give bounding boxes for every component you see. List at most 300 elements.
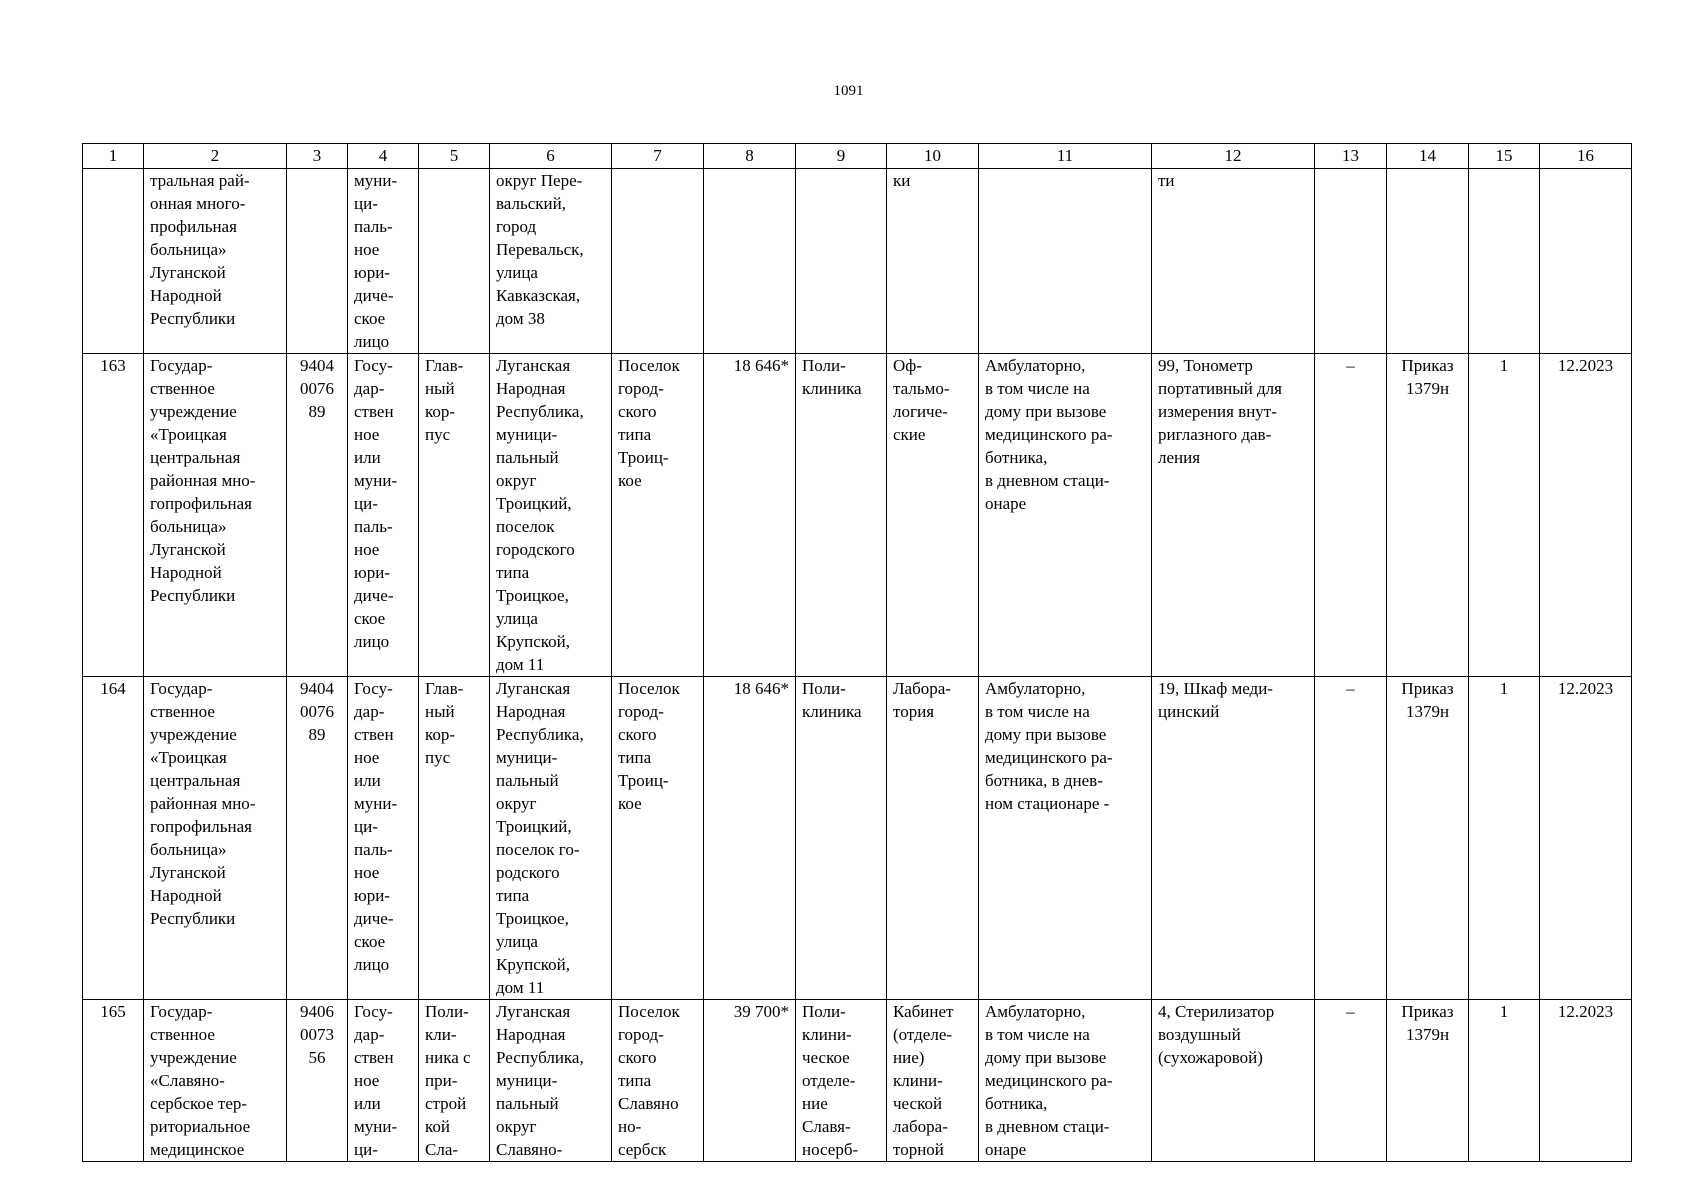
cell-line: Амбулаторно, xyxy=(985,356,1086,375)
cell-line: Госу- xyxy=(354,356,393,375)
cell-line: Народной xyxy=(150,563,222,582)
cell-line: «Троицкая xyxy=(150,748,227,767)
department-cell xyxy=(796,169,887,354)
cell-line: Крупской, xyxy=(496,955,571,974)
column-number: 11 xyxy=(979,144,1152,169)
cell-line: учреждение xyxy=(150,402,237,421)
cell-line: округ xyxy=(496,1117,537,1136)
population-cell xyxy=(704,169,796,354)
cell-line: пус xyxy=(425,748,451,767)
cell-line: «Славяно- xyxy=(150,1071,225,1090)
cell-line: Государ- xyxy=(150,679,213,698)
cell-line: ное xyxy=(354,240,380,259)
unit-cell xyxy=(887,1000,979,1162)
cell-line: ное xyxy=(354,748,380,767)
cell-line: Республики xyxy=(150,586,236,605)
cell-line: в том числе на xyxy=(985,379,1090,398)
settlement-type-cell xyxy=(612,1000,704,1162)
cell-line: тальмо- xyxy=(893,379,950,398)
cell-line: Республика, xyxy=(496,1048,584,1067)
cell-line: ческой xyxy=(893,1094,943,1113)
cell-line: Луганская xyxy=(496,1002,571,1021)
registry-table xyxy=(82,143,1632,1162)
cell-line: 4, Стерилизатор xyxy=(1158,1002,1275,1021)
cell-line: дому при вызове xyxy=(985,1048,1107,1067)
cell-line: дар- xyxy=(354,379,385,398)
cell-line: ный xyxy=(425,379,455,398)
cell-line: (отделе- xyxy=(893,1025,953,1044)
row-number-cell xyxy=(83,1000,144,1162)
cell-line: Поселок xyxy=(618,679,680,698)
cell-line: паль- xyxy=(354,217,393,236)
cell-line: ки xyxy=(893,171,911,190)
cell-line: гопрофильная xyxy=(150,494,252,513)
cell-line: ботника, xyxy=(985,1094,1048,1113)
date-cell xyxy=(1540,677,1632,1000)
care-conditions-cell xyxy=(979,169,1152,354)
order-cell xyxy=(1387,677,1469,1000)
column-number: 9 xyxy=(796,144,887,169)
cell-line: риглазного дав- xyxy=(1158,425,1272,444)
column-number: 7 xyxy=(612,144,704,169)
cell-line: Глав- xyxy=(425,356,464,375)
cell-line: Приказ xyxy=(1401,1002,1454,1021)
cell-line: ствен xyxy=(354,725,394,744)
cell-line: больница» xyxy=(150,240,227,259)
equipment-cell xyxy=(1152,1000,1315,1162)
unit-cell xyxy=(887,169,979,354)
cell-line: ное xyxy=(354,1071,380,1090)
column-number: 3 xyxy=(287,144,348,169)
cell-line: ского xyxy=(618,402,657,421)
cell-line: ти xyxy=(1158,171,1175,190)
organization-name-cell xyxy=(144,169,287,354)
cell-line: Троиц- xyxy=(618,771,669,790)
cell-line: ские xyxy=(893,425,926,444)
cell-line: онаре xyxy=(985,494,1027,513)
cell-line: Поли- xyxy=(802,679,846,698)
cell-line: ственное xyxy=(150,1025,215,1044)
cell-line: в дневном стаци- xyxy=(985,1117,1110,1136)
cell-line: ское xyxy=(354,932,386,951)
cell-line: кое xyxy=(618,794,642,813)
cell-line: ствен xyxy=(354,402,394,421)
cell-line: кли- xyxy=(425,1025,457,1044)
cell-line: лицо xyxy=(354,332,390,351)
organization-name-cell xyxy=(144,677,287,1000)
cell-line: Республика, xyxy=(496,402,584,421)
equipment-cell xyxy=(1152,354,1315,677)
cell-line: онаре xyxy=(985,1140,1027,1159)
cell-line: ци- xyxy=(354,494,378,513)
unit-cell xyxy=(887,354,979,677)
cell-line: дому при вызове xyxy=(985,402,1107,421)
cell-line: ци- xyxy=(354,817,378,836)
cell-line: медицинское xyxy=(150,1140,245,1159)
cell-line: воздушный xyxy=(1158,1025,1241,1044)
column-number: 4 xyxy=(348,144,419,169)
cell-line: торной xyxy=(893,1140,944,1159)
column-number: 13 xyxy=(1315,144,1387,169)
cell-line: Перевальск, xyxy=(496,240,584,259)
cell-line: ского xyxy=(618,1048,657,1067)
cell-line: Амбулаторно, xyxy=(985,679,1086,698)
cell-text: 163 xyxy=(100,356,126,375)
cell-line: Приказ xyxy=(1401,356,1454,375)
header-row xyxy=(83,144,1632,169)
cell-text: 12.2023 xyxy=(1557,679,1614,698)
cell-line: юри- xyxy=(354,263,390,282)
cell-line: Амбулаторно, xyxy=(985,1002,1086,1021)
cell-line: типа xyxy=(618,425,652,444)
order-cell xyxy=(1387,169,1469,354)
cell-line: дом 11 xyxy=(496,655,545,674)
table-row xyxy=(83,677,1632,1000)
cell-line: дом 11 xyxy=(496,978,545,997)
cell-line: 1379н xyxy=(1405,1025,1450,1044)
cell-line: округ xyxy=(496,471,537,490)
cell-line: клини- xyxy=(893,1071,943,1090)
cell-line: Госу- xyxy=(354,679,393,698)
cell-line: кое xyxy=(618,471,642,490)
cell-line: Славяно xyxy=(618,1094,679,1113)
cell-text: 18 646* xyxy=(733,679,789,698)
page-number: 1091 xyxy=(833,83,864,99)
cell-line: Республики xyxy=(150,309,236,328)
registry-body xyxy=(83,169,1632,1162)
cell-line: Кавказская, xyxy=(496,286,581,305)
cell-line: но- xyxy=(618,1117,642,1136)
cell-line: онная много- xyxy=(150,194,246,213)
cell-line: «Троицкая xyxy=(150,425,227,444)
cell-line: Троицкое, xyxy=(496,586,569,605)
cell-line: лицо xyxy=(354,632,390,651)
cell-line: вальский, xyxy=(496,194,566,213)
cell-line: лабора- xyxy=(893,1117,948,1136)
table-row xyxy=(83,169,1632,354)
cell-line: учреждение xyxy=(150,725,237,744)
unit-cell xyxy=(887,677,979,1000)
cell-line: больница» xyxy=(150,840,227,859)
cell-line: дар- xyxy=(354,1025,385,1044)
cell-line: Поли- xyxy=(425,1002,469,1021)
column-number: 6 xyxy=(490,144,612,169)
cell-line: дому при вызове xyxy=(985,725,1107,744)
cell-line: город- xyxy=(618,379,664,398)
cell-line: носерб- xyxy=(802,1140,859,1159)
cell-text: 12.2023 xyxy=(1557,356,1614,375)
cell-line: Славяно- xyxy=(496,1140,563,1159)
cell-line: гопрофильная xyxy=(150,817,252,836)
cell-line: ления xyxy=(1158,448,1201,467)
cell-line: Поли- xyxy=(802,1002,846,1021)
quantity-cell xyxy=(1469,354,1540,677)
cell-text: 165 xyxy=(100,1002,126,1021)
cell-line: кор- xyxy=(425,402,456,421)
cell-line: (сухожаровой) xyxy=(1158,1048,1263,1067)
cell-line: сербск xyxy=(618,1140,667,1159)
cell-line: Поли- xyxy=(802,356,846,375)
cell-line: 0076 xyxy=(300,702,334,721)
cell-text: 1 xyxy=(1499,679,1509,698)
cell-line: поселок го- xyxy=(496,840,580,859)
cell-line: Государ- xyxy=(150,1002,213,1021)
cell-line: 89 xyxy=(308,402,326,421)
cell-line: центральная xyxy=(150,448,241,467)
cell-line: дом 38 xyxy=(496,309,545,328)
column-number: 8 xyxy=(704,144,796,169)
cell-line: Славя- xyxy=(802,1117,851,1136)
cell-line: Луганской xyxy=(150,863,226,882)
cell-line: или xyxy=(354,1094,381,1113)
cell-line: типа xyxy=(618,1071,652,1090)
cell-line: 56 xyxy=(308,1048,326,1067)
cell-text: 1 xyxy=(1499,356,1509,375)
cell-line: учреждение xyxy=(150,1048,237,1067)
organization-name-cell xyxy=(144,354,287,677)
column-number: 16 xyxy=(1540,144,1632,169)
settlement-type-cell xyxy=(612,354,704,677)
cell-line: Народная xyxy=(496,379,566,398)
equipment-cell xyxy=(1152,169,1315,354)
cell-line: портативный для xyxy=(1158,379,1282,398)
care-conditions-cell xyxy=(979,354,1152,677)
cell-line: при- xyxy=(425,1071,458,1090)
code-cell xyxy=(287,1000,348,1162)
address-cell xyxy=(490,677,612,1000)
cell-line: пальный xyxy=(496,771,559,790)
column-number: 12 xyxy=(1152,144,1315,169)
cell-line: диче- xyxy=(354,909,394,928)
cell-line: кор- xyxy=(425,725,456,744)
cell-line: Троицкий, xyxy=(496,817,572,836)
dash-cell xyxy=(1315,677,1387,1000)
cell-line: Луганской xyxy=(150,263,226,282)
cell-text: 39 700* xyxy=(733,1002,789,1021)
cell-text: – xyxy=(1346,1002,1355,1021)
cell-line: Республики xyxy=(150,909,236,928)
department-cell xyxy=(796,677,887,1000)
cell-line: муници- xyxy=(496,1071,558,1090)
building-cell xyxy=(419,354,490,677)
cell-line: паль- xyxy=(354,517,393,536)
cell-line: ный xyxy=(425,702,455,721)
cell-line: пальный xyxy=(496,1094,559,1113)
column-numbers-header xyxy=(83,144,1632,169)
cell-line: Луганская xyxy=(496,356,571,375)
cell-line: больница» xyxy=(150,517,227,536)
department-cell xyxy=(796,354,887,677)
population-cell xyxy=(704,354,796,677)
cell-line: городского xyxy=(496,540,575,559)
cell-line: 89 xyxy=(308,725,326,744)
cell-text: 164 xyxy=(100,679,126,698)
cell-line: Лабора- xyxy=(893,679,951,698)
row-number-cell xyxy=(83,677,144,1000)
cell-line: ци- xyxy=(354,1140,378,1159)
cell-line: Народная xyxy=(496,1025,566,1044)
cell-line: цинский xyxy=(1158,702,1220,721)
cell-line: Луганская xyxy=(496,679,571,698)
cell-line: измерения внут- xyxy=(1158,402,1277,421)
dash-cell xyxy=(1315,169,1387,354)
cell-line: Троиц- xyxy=(618,448,669,467)
cell-line: Луганской xyxy=(150,540,226,559)
quantity-cell xyxy=(1469,169,1540,354)
cell-line: Приказ xyxy=(1401,679,1454,698)
cell-line: или xyxy=(354,448,381,467)
building-cell xyxy=(419,1000,490,1162)
cell-line: диче- xyxy=(354,586,394,605)
date-cell xyxy=(1540,1000,1632,1162)
cell-line: лицо xyxy=(354,955,390,974)
cell-text: 12.2023 xyxy=(1557,1002,1614,1021)
cell-line: ственное xyxy=(150,702,215,721)
cell-line: тория xyxy=(893,702,935,721)
date-cell xyxy=(1540,354,1632,677)
cell-line: Народной xyxy=(150,286,222,305)
cell-line: муни- xyxy=(354,1117,398,1136)
cell-line: ние xyxy=(802,1094,828,1113)
column-number: 1 xyxy=(83,144,144,169)
legal-form-cell xyxy=(348,1000,419,1162)
cell-line: клиника xyxy=(802,702,862,721)
cell-line: Сла- xyxy=(425,1140,459,1159)
cell-line: улица xyxy=(496,263,538,282)
row-number-cell xyxy=(83,354,144,677)
cell-line: Оф- xyxy=(893,356,922,375)
cell-line: юри- xyxy=(354,886,390,905)
cell-line: пус xyxy=(425,425,451,444)
cell-line: ное xyxy=(354,540,380,559)
cell-line: ское xyxy=(354,609,386,628)
code-cell xyxy=(287,169,348,354)
cell-line: 9404 xyxy=(300,356,334,375)
cell-text: – xyxy=(1346,679,1355,698)
cell-line: ном стационаре - xyxy=(985,794,1110,813)
cell-line: центральная xyxy=(150,771,241,790)
population-cell xyxy=(704,1000,796,1162)
cell-line: Глав- xyxy=(425,679,464,698)
cell-line: ческое xyxy=(802,1048,850,1067)
cell-line: риториальное xyxy=(150,1117,251,1136)
cell-line: районная мно- xyxy=(150,471,256,490)
building-cell xyxy=(419,169,490,354)
settlement-type-cell xyxy=(612,169,704,354)
cell-text: 1 xyxy=(1499,1002,1509,1021)
table-row xyxy=(83,354,1632,677)
dash-cell xyxy=(1315,1000,1387,1162)
cell-line: дар- xyxy=(354,702,385,721)
cell-line: Троицкий, xyxy=(496,494,572,513)
organization-name-cell xyxy=(144,1000,287,1162)
cell-line: клиника xyxy=(802,379,862,398)
cell-line: Поселок xyxy=(618,356,680,375)
cell-line: пальный xyxy=(496,448,559,467)
cell-line: или xyxy=(354,771,381,790)
cell-line: профильная xyxy=(150,217,237,236)
cell-line: в дневном стаци- xyxy=(985,471,1110,490)
column-number: 2 xyxy=(144,144,287,169)
equipment-cell xyxy=(1152,677,1315,1000)
cell-line: ствен xyxy=(354,1048,394,1067)
department-cell xyxy=(796,1000,887,1162)
quantity-cell xyxy=(1469,677,1540,1000)
cell-line: улица xyxy=(496,932,538,951)
row-number-cell xyxy=(83,169,144,354)
cell-line: Госу- xyxy=(354,1002,393,1021)
cell-line: диче- xyxy=(354,286,394,305)
code-cell xyxy=(287,354,348,677)
cell-line: ственное xyxy=(150,379,215,398)
cell-line: муни- xyxy=(354,794,398,813)
cell-line: Поселок xyxy=(618,1002,680,1021)
cell-line: город- xyxy=(618,702,664,721)
cell-line: 9406 xyxy=(300,1002,334,1021)
cell-line: медицинского ра- xyxy=(985,748,1113,767)
column-number: 14 xyxy=(1387,144,1469,169)
order-cell xyxy=(1387,354,1469,677)
cell-line: 1379н xyxy=(1405,702,1450,721)
care-conditions-cell xyxy=(979,1000,1152,1162)
cell-text: 18 646* xyxy=(733,356,789,375)
cell-line: тральная рай- xyxy=(150,171,250,190)
table-row xyxy=(83,1000,1632,1162)
cell-line: Республика, xyxy=(496,725,584,744)
address-cell xyxy=(490,354,612,677)
cell-line: районная мно- xyxy=(150,794,256,813)
cell-line: ботника, xyxy=(985,448,1048,467)
cell-line: 19, Шкаф меди- xyxy=(1158,679,1273,698)
column-number: 5 xyxy=(419,144,490,169)
cell-line: поселок xyxy=(496,517,555,536)
cell-line: ского xyxy=(618,725,657,744)
cell-line: родского xyxy=(496,863,560,882)
cell-line: Государ- xyxy=(150,356,213,375)
cell-line: медицинского ра- xyxy=(985,1071,1113,1090)
cell-line: ние) xyxy=(893,1048,925,1067)
cell-line: ника с xyxy=(425,1048,471,1067)
dash-cell xyxy=(1315,354,1387,677)
cell-line: в том числе на xyxy=(985,702,1090,721)
cell-line: муници- xyxy=(496,748,558,767)
cell-line: кой xyxy=(425,1117,450,1136)
cell-line: округ xyxy=(496,794,537,813)
care-conditions-cell xyxy=(979,677,1152,1000)
cell-line: ци- xyxy=(354,194,378,213)
cell-line: медицинского ра- xyxy=(985,425,1113,444)
address-cell xyxy=(490,169,612,354)
cell-line: Народной xyxy=(150,886,222,905)
cell-line: ботника, в днев- xyxy=(985,771,1103,790)
cell-line: 0073 xyxy=(300,1025,334,1044)
address-cell xyxy=(490,1000,612,1162)
cell-line: паль- xyxy=(354,840,393,859)
cell-line: логиче- xyxy=(893,402,948,421)
column-number: 15 xyxy=(1469,144,1540,169)
cell-line: типа xyxy=(496,563,530,582)
cell-line: ское xyxy=(354,309,386,328)
population-cell xyxy=(704,677,796,1000)
cell-text: – xyxy=(1346,356,1355,375)
cell-line: 9404 xyxy=(300,679,334,698)
date-cell xyxy=(1540,169,1632,354)
cell-line: муни- xyxy=(354,471,398,490)
cell-line: сербское тер- xyxy=(150,1094,248,1113)
quantity-cell xyxy=(1469,1000,1540,1162)
cell-line: строй xyxy=(425,1094,467,1113)
cell-line: округ Пере- xyxy=(496,171,583,190)
